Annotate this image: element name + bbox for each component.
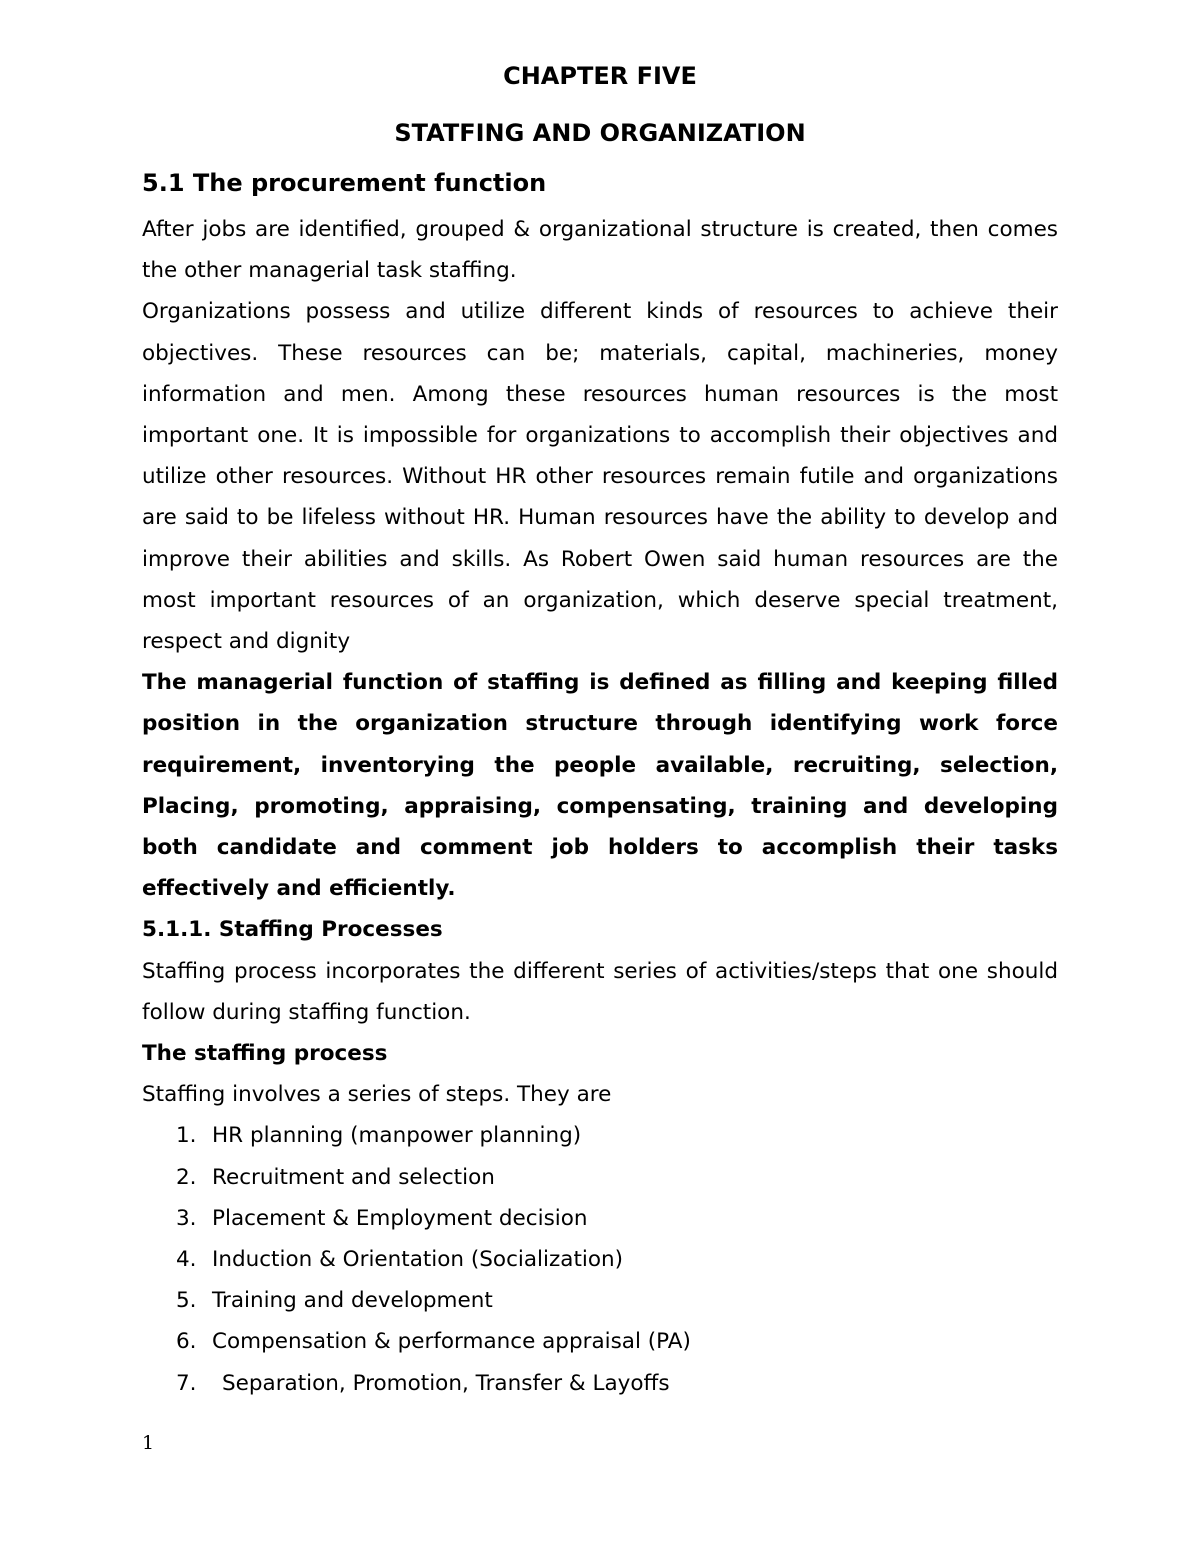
list-item-text: Separation, Promotion, Transfer & Layoffs — [222, 1370, 670, 1396]
intro-paragraph: After jobs are identified, grouped & organizational structure is created, then comes the other managerial task staffing. — [142, 217, 1058, 284]
list-item-number: 1. — [176, 1123, 197, 1149]
list-item — [142, 1198, 1058, 1239]
list-item-number: 5. — [176, 1288, 197, 1314]
chapter-heading: CHAPTER FIVE — [503, 62, 697, 90]
staffing-steps-list — [142, 1115, 1058, 1403]
list-item-text: Placement & Employment decision — [212, 1205, 588, 1231]
process-heading: The staffing process — [142, 1041, 388, 1067]
list-item-text: Training and development — [212, 1288, 493, 1314]
list-item-text: Compensation & performance appraisal (PA) — [212, 1329, 691, 1355]
list-item — [142, 1115, 1058, 1156]
list-item-text: Recruitment and selection — [212, 1164, 495, 1190]
list-item-number: 4. — [176, 1247, 197, 1273]
process-paragraph: Staffing process incorporates the different series of activities/steps that one should follow during staffing function. — [142, 958, 1058, 1025]
section-title: 5.1 The procurement function — [142, 169, 547, 197]
list-item — [142, 1157, 1058, 1198]
staffing-definition: The managerial function of staffing is defined as filling and keeping filled position in the organization structure through identifying work force requirement, inventorying the people available, recruiting, selection, Placing, promoting, appraising, compensating, training and developing both candidate and comment job holders to accomplish their tasks effectively and efficiently. — [142, 670, 1058, 902]
list-item — [142, 1280, 1058, 1321]
list-item — [142, 1321, 1058, 1362]
list-item-number: 7. — [176, 1370, 197, 1396]
page-content — [142, 56, 1058, 1404]
process-intro: Staffing involves a series of steps. They are — [142, 1082, 612, 1108]
page-number: 1 — [142, 1432, 155, 1454]
list-item-number: 6. — [176, 1329, 197, 1355]
list-item — [142, 1363, 1058, 1404]
chapter-title: STATFING AND ORGANIZATION — [394, 119, 806, 147]
resources-paragraph: Organizations possess and utilize different kinds of resources to achieve their objectives. These resources can be; materials, capital, machineries, money information and men. Among these resources human resources is the most important one. It is impossible for organizations to accomplish their objectives and utilize other resources. Without HR other resources remain futile and organizations are said to be lifeless without HR. Human resources have the ability to develop and improve their abilities and skills. As Robert Owen said human resources are the most important resources of an organization, which deserve special treatment, respect and dignity — [142, 299, 1058, 655]
list-item-number: 3. — [176, 1205, 197, 1231]
subsection-title: 5.1.1. Staffing Processes — [142, 917, 443, 943]
list-item-text: HR planning (manpower planning) — [212, 1123, 582, 1149]
list-item-text: Induction & Orientation (Socialization) — [212, 1247, 624, 1273]
list-item — [142, 1239, 1058, 1280]
list-item-number: 2. — [176, 1164, 197, 1190]
